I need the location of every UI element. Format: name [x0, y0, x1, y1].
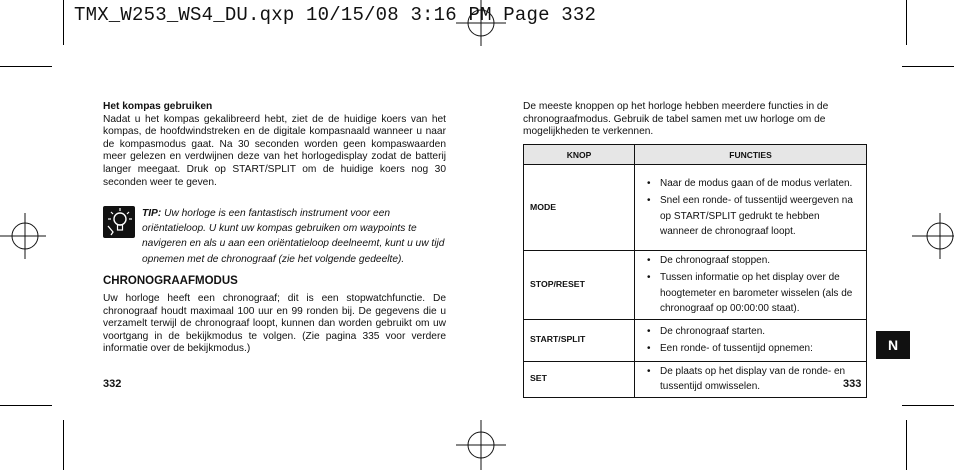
- compass-section: [103, 101, 446, 189]
- table-header-knop: KNOP: [524, 145, 635, 165]
- function-item: • Tussen informatie op het display over de hoogtemeter en barometer wisselen (als de chronograaf op 00:00:00 staat).: [639, 270, 858, 316]
- compass-section-body: Nadat u het kompas gekalibreerd hebt, ziet de de huidige koers van het kompas, de hoofdwindstreken en de digitale kompasnaald wanneer u naar de kompasmodus gaat. Na 30 seconden worden geen kompaswaarden meer gelezen en verdwijnen deze van het horlogedisplay zodat de batterij langer meegaat. Druk op START/SPLIT om de huidige koers nog 30 seconden weer te geven.: [103, 113, 446, 188]
- page-number-right: 333: [843, 378, 862, 390]
- table-row: [524, 165, 867, 251]
- function-item: • De plaats op het display van de ronde- en tussentijd omwisselen.: [639, 364, 858, 395]
- tip-box: [103, 206, 446, 267]
- function-item: • Snel een ronde- of tussentijd weergeven na op START/SPLIT gedrukt te hebben wanneer de chronograaf loopt.: [639, 193, 858, 239]
- crop-mark: [63, 0, 64, 45]
- button-function-table: [523, 144, 867, 398]
- chrono-section-body: Uw horloge heeft een chronograaf; dit is een stopwatchfunctie. De chronograaf houdt maximaal 100 uur en 99 ronden bij. De gegevens die u verzamelt terwijl de chronograaf loopt, kunnen dan worden gebruikt om uw voortgang in de bekijkmodus te volgen. (Zie pagina 335 voor verdere informatie over de bekijkmodus.): [103, 293, 446, 355]
- function-item: • Naar de modus gaan of de modus verlaten.: [639, 176, 858, 191]
- tip-body: Uw horloge is een fantastisch instrument voor een oriëntatieloop. U kunt uw kompas gebruiken om waypoints te navigeren en als u aan een oriëntatieloop deelneemt, kunt u uw tijd opnemen met de chronograaf (zie het volgende gedeelte).: [142, 208, 445, 265]
- crop-mark: [0, 405, 52, 406]
- page-number-left: 332: [103, 378, 122, 390]
- table-row: [524, 251, 867, 320]
- registration-mark-right: [912, 213, 954, 259]
- crop-mark: [902, 66, 954, 67]
- table-row: [524, 361, 867, 397]
- registration-mark-bottom: [456, 420, 506, 470]
- file-slug-header: TMX_W253_WS4_DU.qxp 10/15/08 3:16 PM Page 332: [74, 4, 597, 26]
- button-name: START/SPLIT: [524, 319, 635, 361]
- table-row: [524, 319, 867, 361]
- button-functions: [635, 251, 867, 320]
- crop-mark: [902, 405, 954, 406]
- button-name: MODE: [524, 165, 635, 251]
- chrono-table-intro: De meeste knoppen op het horloge hebben meerdere functies in de chronograafmodus. Gebruik de tabel samen met uw horloge om de mogelijkheden te verkennen.: [523, 101, 829, 138]
- lightbulb-icon: [103, 206, 135, 238]
- registration-mark-top: [456, 0, 506, 46]
- button-functions: [635, 361, 867, 397]
- language-tab: N: [876, 331, 910, 359]
- crop-mark: [63, 420, 64, 470]
- crop-mark: [0, 66, 52, 67]
- registration-mark-left: [0, 213, 46, 259]
- table-header-row: [524, 145, 867, 165]
- button-name: SET: [524, 361, 635, 397]
- tip-label: TIP:: [142, 208, 162, 219]
- table-header-functies: FUNCTIES: [635, 145, 867, 165]
- crop-mark: [906, 0, 907, 45]
- button-functions: [635, 319, 867, 361]
- crop-mark: [906, 420, 907, 470]
- button-name: STOP/RESET: [524, 251, 635, 320]
- function-item: • De chronograaf stoppen.: [639, 253, 858, 268]
- button-functions: [635, 165, 867, 251]
- tip-text: [142, 206, 446, 267]
- chrono-section-title: CHRONOGRAAFMODUS: [103, 275, 238, 287]
- function-item: • Een ronde- of tussentijd opnemen:: [639, 341, 858, 356]
- function-item: • De chronograaf starten.: [639, 324, 858, 339]
- compass-section-title: Het kompas gebruiken: [103, 101, 213, 112]
